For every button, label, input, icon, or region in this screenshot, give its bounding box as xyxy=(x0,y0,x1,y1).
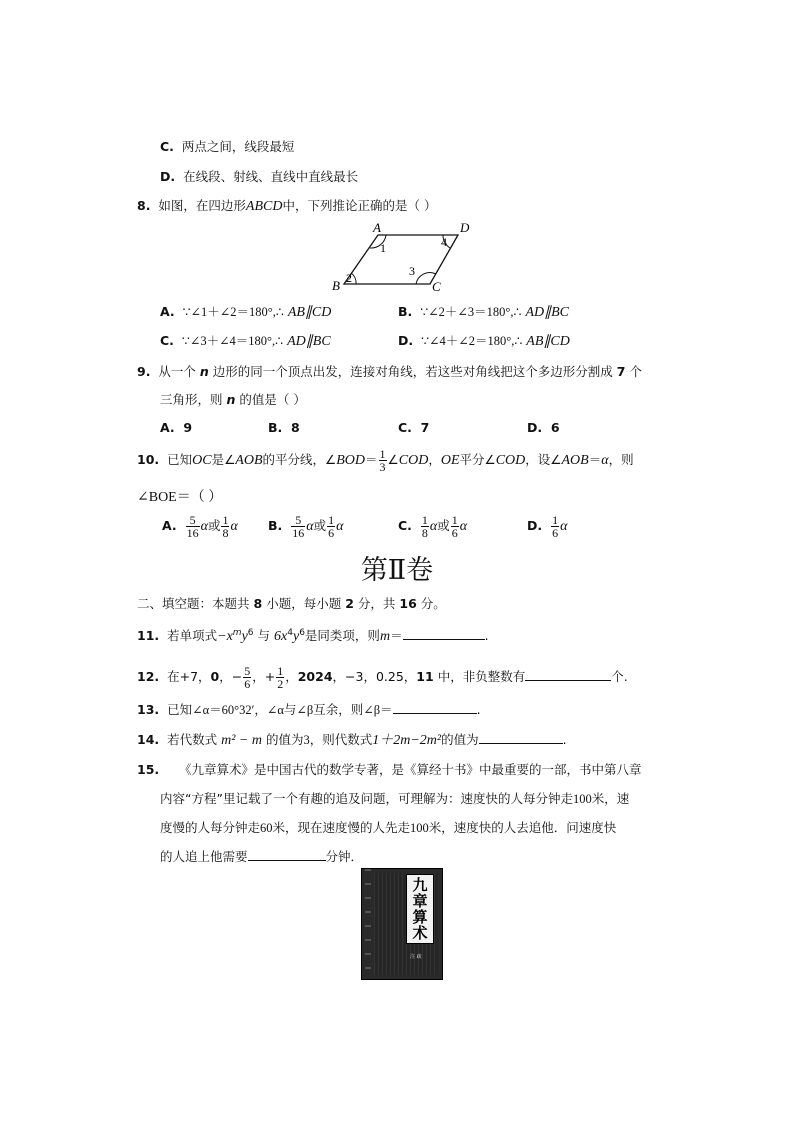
stem-text: ＝ xyxy=(390,628,403,643)
stem-text: 米，速度快的人去追他．问速度快 xyxy=(428,820,617,835)
stem-var: α xyxy=(601,453,609,468)
option-letter: C. xyxy=(160,333,174,348)
stem-number: 100 xyxy=(410,821,429,835)
stem-text: 个. xyxy=(611,669,628,684)
answer-blank[interactable] xyxy=(525,667,611,681)
option-text: ∵∠1＋∠2＝180°,∴ xyxy=(182,305,284,319)
stem-text: 在+7， xyxy=(167,669,211,684)
stem-text: 度慢的人每分钟走 xyxy=(160,820,261,835)
stem-var: BOD xyxy=(336,453,366,468)
option-text: ∵∠2＋∠3＝180°,∴ xyxy=(420,305,522,319)
q10-option-d xyxy=(527,514,567,539)
stem-var: COD xyxy=(398,453,429,468)
stem-text: 的值为 xyxy=(265,732,304,747)
stem-expr: y xyxy=(241,629,248,644)
stem-text: 是同类项，则 xyxy=(304,628,380,643)
stem-text: ＝ xyxy=(588,452,602,467)
stem-var: OE xyxy=(440,453,460,468)
numerator: 1 xyxy=(451,513,458,527)
question-number: 13. xyxy=(137,702,160,717)
stem-number: 3 xyxy=(303,733,310,747)
header-number: 8 xyxy=(253,596,263,611)
numerator: 1 xyxy=(379,447,386,461)
q10-stem-line2: ∠BOE＝（ ） xyxy=(137,490,223,505)
option-conclusion: AB∥CD xyxy=(526,334,570,349)
stem-text: 从一个 xyxy=(158,364,196,379)
denominator: 16 xyxy=(292,526,305,540)
numerator: 5 xyxy=(291,514,305,527)
option-text: 7 xyxy=(420,420,430,435)
stem-text: 已知∠α＝60°32′，∠α与∠β互余，则∠β＝ xyxy=(167,703,393,717)
stem-var: OC xyxy=(192,453,212,468)
stem-text: 分钟． xyxy=(325,849,364,864)
q7-option-c xyxy=(160,137,294,155)
or-text: 或 xyxy=(207,518,221,533)
q9-option-a xyxy=(160,420,192,435)
stem-number: 7 xyxy=(616,364,626,379)
fraction xyxy=(551,514,559,539)
stem-text: ∠ xyxy=(387,452,399,467)
denominator: 2 xyxy=(277,677,284,691)
q8-option-a xyxy=(160,302,331,321)
numerator: 1 xyxy=(328,513,335,527)
q13-stem xyxy=(137,700,481,718)
numerator: 1 xyxy=(421,513,428,527)
question-number: 15. xyxy=(137,762,160,777)
q8-stem xyxy=(137,196,436,215)
alpha-symbol: α xyxy=(429,519,438,534)
stem-text: ，则代数式 xyxy=(309,732,373,747)
stem-text: 三角形，则 xyxy=(160,392,223,407)
stem-text: ，+ xyxy=(252,669,276,684)
header-number: 16 xyxy=(399,596,417,611)
q8-option-d xyxy=(398,331,570,350)
option-conclusion: AB∥CD xyxy=(287,305,332,320)
option-text: ∵∠4＋∠2＝180°,∴ xyxy=(421,334,523,348)
option-letter: A. xyxy=(160,420,175,435)
stem-expr: −x xyxy=(217,629,233,644)
stem-text: 中，下列推论正确的是（ ） xyxy=(282,198,437,213)
stem-var: COD xyxy=(495,453,526,468)
exponent: 6 xyxy=(299,627,305,638)
option-text: 两点之间，线段最短 xyxy=(181,139,295,154)
option-letter: B. xyxy=(398,304,413,319)
q10-option-c xyxy=(398,514,467,539)
question-number: 8. xyxy=(137,198,151,213)
stem-expr: y xyxy=(292,629,300,644)
exponent: 4 xyxy=(287,627,293,638)
fraction xyxy=(221,514,229,539)
alpha-symbol: α xyxy=(230,519,238,534)
alpha-symbol: α xyxy=(459,519,468,534)
stem-text: 中，非负整数有 xyxy=(437,669,526,684)
alpha-symbol: α xyxy=(306,519,314,534)
q15-line1 xyxy=(137,760,642,778)
stem-text: 边形的同一个顶点出发，连接对角线，若这些对角线把这个多边形分割成 xyxy=(212,364,613,379)
answer-blank[interactable] xyxy=(403,626,485,640)
stem-text: ， xyxy=(428,452,441,467)
stem-var: AOB xyxy=(235,453,263,468)
stem-text: 米，现在速度慢的人先走 xyxy=(272,820,411,835)
option-text: 在线段、射线、直线中直线最长 xyxy=(183,169,359,184)
denominator: 8 xyxy=(222,526,229,540)
book-title-char: 九 xyxy=(412,876,428,894)
option-conclusion: AD∥BC xyxy=(525,305,570,320)
option-text: ∵∠3＋∠4＝180°,∴ xyxy=(181,334,284,348)
vertex-d-label: D xyxy=(460,220,470,235)
angle-3-label: 3 xyxy=(409,264,415,278)
q14-stem xyxy=(137,729,567,749)
book-title-char: 术 xyxy=(412,924,428,942)
option-conclusion: AD∥BC xyxy=(287,334,331,349)
q10-option-b xyxy=(268,514,343,539)
vertex-c-label: C xyxy=(432,279,441,294)
header-text: 分。 xyxy=(420,596,446,611)
option-letter: D. xyxy=(527,518,543,533)
option-letter: D. xyxy=(527,420,543,435)
stem-text: ，−3，0.25， xyxy=(332,669,417,684)
stem-var: m xyxy=(379,629,391,644)
q11-stem xyxy=(137,626,489,645)
question-number: 12. xyxy=(137,669,160,684)
book-title-char: 算 xyxy=(412,908,428,926)
vertex-b-label: B xyxy=(332,278,340,293)
vertex-a-label: A xyxy=(373,220,381,235)
fraction xyxy=(243,665,251,690)
jiuzhang-suanshu-book-image xyxy=(361,868,443,980)
denominator: 6 xyxy=(451,526,458,540)
numerator: 1 xyxy=(552,513,559,527)
parallelogram-figure xyxy=(318,220,498,296)
question-number: 9. xyxy=(137,364,151,379)
stem-expr: 1＋2m−2m² xyxy=(372,733,442,748)
denominator: 6 xyxy=(244,677,251,691)
q15-line3 xyxy=(160,818,616,836)
stem-text: 《九章算术》是中国古代的数学专著，是《算经十书》中最重要的一部，书中第八章 xyxy=(179,762,642,777)
question-number: 10. xyxy=(137,452,160,467)
denominator: 3 xyxy=(379,460,386,474)
stem-text: 平分∠ xyxy=(459,452,496,467)
q10-stem-line1 xyxy=(137,448,634,473)
q9-option-d xyxy=(527,420,560,435)
book-binding xyxy=(365,869,371,979)
exponent: 6 xyxy=(247,627,254,638)
angle-2-label: 2 xyxy=(346,271,352,285)
q9-option-b xyxy=(268,420,300,435)
stem-number: 100 xyxy=(572,792,592,806)
stem-text: 的值是（ ） xyxy=(239,392,306,407)
numerator: 5 xyxy=(186,514,200,527)
option-letter: C. xyxy=(160,139,174,154)
q7-option-d xyxy=(160,167,358,185)
stem-text: 的平分线，∠ xyxy=(262,452,337,467)
stem-text: 若代数式 xyxy=(167,732,218,747)
stem-expr: m² − m xyxy=(221,733,262,748)
option-text: 6 xyxy=(550,420,560,435)
fraction xyxy=(421,514,429,539)
stem-text: ，则 xyxy=(608,452,634,467)
answer-blank[interactable] xyxy=(479,730,563,744)
stem-text: 与 xyxy=(257,628,271,643)
q12-stem xyxy=(137,665,628,690)
stem-text: . xyxy=(476,702,481,717)
stem-text: 米，速 xyxy=(591,791,630,806)
option-letter: A. xyxy=(160,304,175,319)
exponent: m xyxy=(232,627,242,638)
header-text: 二、填空题：本题共 xyxy=(137,596,250,611)
stem-text: . xyxy=(484,628,489,643)
q15-line2 xyxy=(160,789,629,807)
book-small-label: 注 疏 xyxy=(410,954,422,960)
option-letter: C. xyxy=(398,420,412,435)
angle-4-label: 4 xyxy=(441,235,447,249)
or-text: 或 xyxy=(437,518,450,533)
numerator: 1 xyxy=(277,664,284,678)
stem-text: 的人追上他需要 xyxy=(160,849,248,864)
alpha-symbol: α xyxy=(560,519,568,534)
q9-stem-line1 xyxy=(137,362,642,380)
stem-text: ，− xyxy=(219,669,243,684)
stem-text: 是∠ xyxy=(211,452,236,467)
stem-var: ABCD xyxy=(245,199,283,214)
q15-line4 xyxy=(160,847,363,865)
option-letter: B. xyxy=(268,420,283,435)
option-letter: A. xyxy=(162,518,177,533)
fraction xyxy=(451,514,459,539)
q8-option-b xyxy=(398,302,569,321)
stem-text: 内容“方程”里记载了一个有趣的追及问题，可理解为：速度快的人每分钟走 xyxy=(160,791,573,806)
stem-text: 的值为 xyxy=(441,732,479,747)
alpha-symbol: α xyxy=(336,519,344,534)
angle-1-label: 1 xyxy=(380,241,386,255)
stem-var: n xyxy=(199,364,209,379)
header-number: 2 xyxy=(345,596,354,611)
option-letter: D. xyxy=(160,169,176,184)
option-letter: D. xyxy=(398,333,414,348)
header-text: 小题，每小题 xyxy=(266,596,342,611)
stem-text: 已知 xyxy=(167,452,193,467)
question-number: 14. xyxy=(137,732,160,747)
stem-number: 2024 xyxy=(297,669,333,684)
question-number: 11. xyxy=(137,628,160,643)
stem-text: ＝ xyxy=(365,452,378,467)
header-text: 分，共 xyxy=(357,596,396,611)
denominator: 8 xyxy=(421,526,428,540)
q9-stem-line2 xyxy=(160,390,306,408)
q9-option-c xyxy=(398,420,429,435)
stem-expr: 6x xyxy=(274,629,288,644)
stem-text: 如图，在四边形 xyxy=(158,198,246,213)
answer-blank[interactable] xyxy=(248,847,326,861)
book-title-char: 章 xyxy=(412,892,428,910)
stem-text: 若单项式 xyxy=(167,628,218,643)
denominator: 16 xyxy=(186,526,199,540)
stem-text: ， xyxy=(285,669,298,684)
stem-number: 0 xyxy=(210,669,220,684)
option-text: 8 xyxy=(291,420,300,435)
fraction xyxy=(186,514,200,539)
alpha-symbol: α xyxy=(200,519,208,534)
fraction xyxy=(291,514,305,539)
denominator: 6 xyxy=(552,526,559,540)
fill-in-section-header xyxy=(137,594,446,612)
answer-blank[interactable] xyxy=(393,700,477,714)
option-letter: B. xyxy=(268,518,283,533)
fraction xyxy=(276,665,284,690)
q10-option-a xyxy=(162,514,238,539)
fraction xyxy=(379,448,387,473)
numerator: 1 xyxy=(222,513,229,527)
or-text: 或 xyxy=(313,518,327,533)
denominator: 6 xyxy=(328,526,335,540)
stem-text: . xyxy=(562,732,567,747)
section-title: 第Ⅱ卷 xyxy=(360,555,434,586)
stem-text: ，设∠ xyxy=(525,452,562,467)
stem-text: 个 xyxy=(629,364,642,379)
option-letter: C. xyxy=(398,518,412,533)
stem-var: n xyxy=(226,392,236,407)
stem-var: AOB xyxy=(561,453,589,468)
stem-number: 11 xyxy=(416,669,434,684)
fraction xyxy=(327,514,335,539)
stem-number: 60 xyxy=(260,821,273,835)
numerator: 5 xyxy=(244,664,251,678)
option-text: 9 xyxy=(183,420,193,435)
book-title-label xyxy=(406,874,434,944)
q8-option-c xyxy=(160,331,331,350)
